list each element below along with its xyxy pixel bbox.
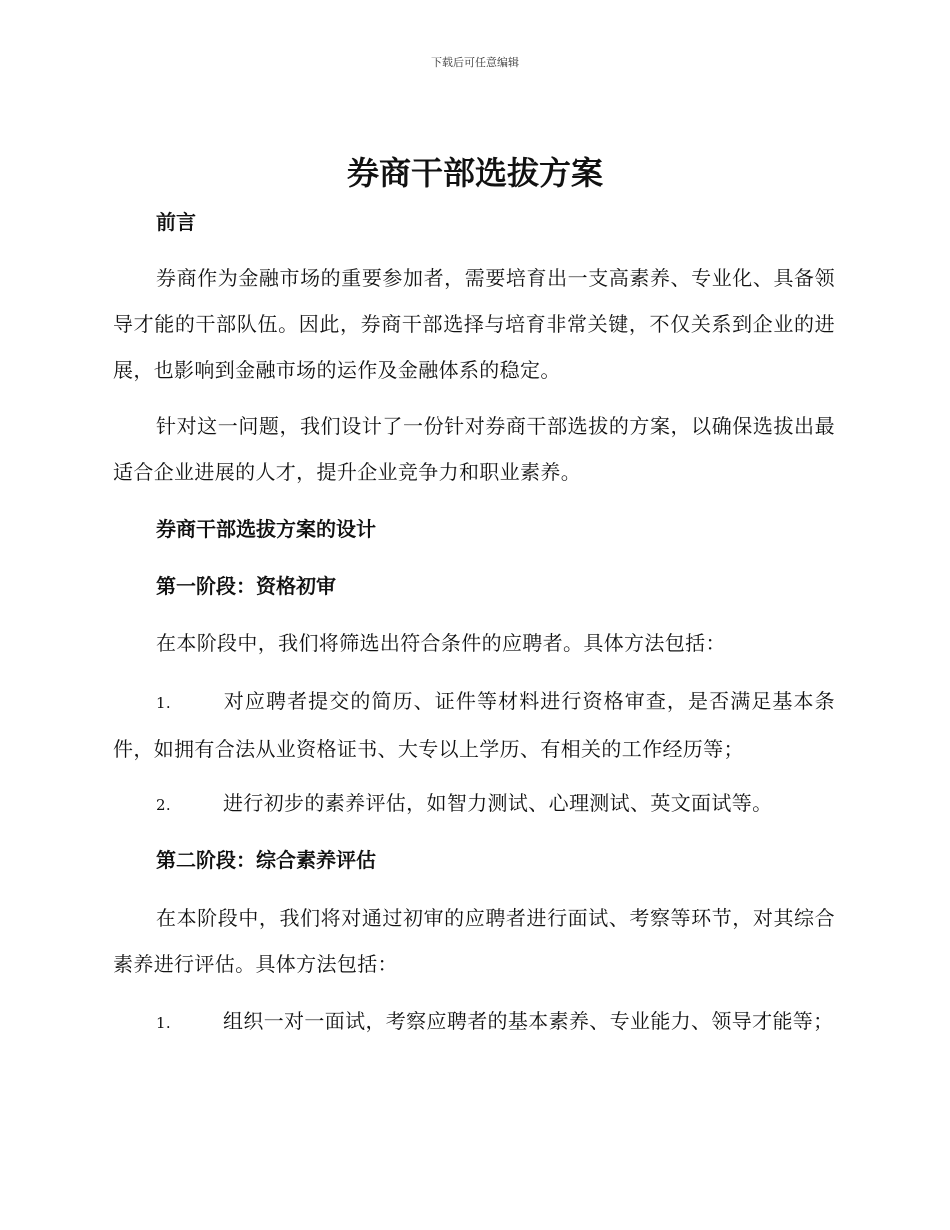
list-number: 2. bbox=[156, 796, 172, 814]
list-item-text: 进行初步的素养评估，如智力测试、心理测试、英文面试等。 bbox=[223, 791, 773, 815]
page-header-note: 下载后可任意编辑 bbox=[431, 56, 519, 69]
list-number: 1. bbox=[156, 694, 172, 712]
stage1-heading: 第一阶段：资格初审 bbox=[156, 574, 336, 598]
stage1-intro: 在本阶段中，我们将筛选出符合条件的应聘者。具体方法包括： bbox=[156, 631, 726, 655]
preface-heading: 前言 bbox=[156, 210, 196, 234]
preface-paragraph-2: 针对这一问题，我们设计了一份针对券商干部选拔的方案，以确保选拔出最适合企业进展的人才，提升企业竞争力和职业素养。 bbox=[113, 414, 835, 484]
list-item-text: 对应聘者提交的简历、证件等材料进行资格审查，是否满足基本条件，如拥有合法从业资格证书、大专以上学历、有相关的工作经历等； bbox=[113, 689, 835, 761]
stage1-list-item bbox=[113, 780, 835, 828]
stage2-list-item bbox=[113, 998, 835, 1046]
design-heading: 券商干部选拔方案的设计 bbox=[156, 517, 376, 541]
stage1-list-item bbox=[113, 678, 835, 772]
list-number: 1. bbox=[156, 1014, 172, 1032]
list-item-text: 组织一对一面试，考察应聘者的基本素养、专业能力、领导才能等； bbox=[223, 1009, 834, 1033]
stage2-heading: 第二阶段：综合素养评估 bbox=[156, 848, 376, 872]
stage2-intro: 在本阶段中，我们将对通过初审的应聘者进行面试、考察等环节，对其综合素养进行评估。具体方法包括： bbox=[113, 906, 835, 976]
preface-paragraph-1: 券商作为金融市场的重要参加者，需要培育出一支高素养、专业化、具备领导才能的干部队伍。因此，券商干部选择与培育非常关键，不仅关系到企业的进展，也影响到金融市场的运作及金融体系的稳定。 bbox=[113, 266, 835, 382]
document-title: 券商干部选拔方案 bbox=[346, 154, 603, 192]
